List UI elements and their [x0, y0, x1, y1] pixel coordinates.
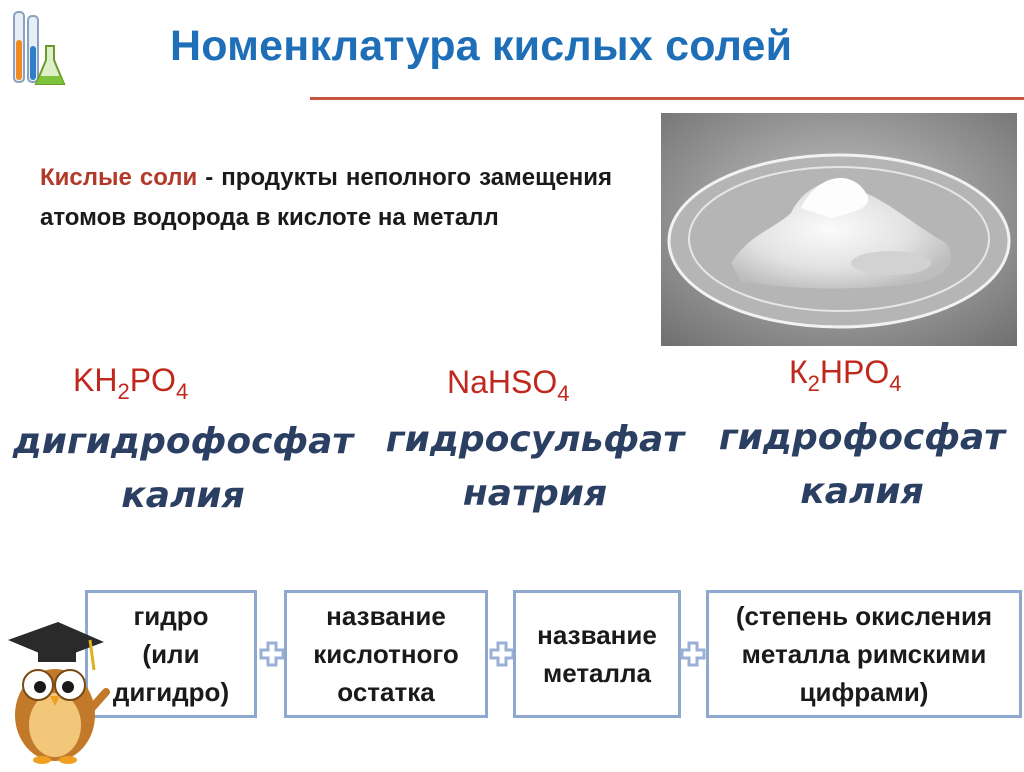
- salt-name-3: гидрофосфат калия: [718, 417, 1006, 512]
- formula-box-prefix: гидро (или дигидро): [85, 590, 257, 718]
- owl-mascot-icon: [0, 600, 110, 767]
- definition-body: - продукты неполного замещения атомов водорода в кислоте на металл: [40, 164, 612, 231]
- slide-title: Номенклатура кислых солей: [170, 22, 793, 70]
- salt-name-1: дигидрофосфат калия: [12, 421, 354, 516]
- formula-box-oxidation-state: (степень окисления металла римскими цифрами): [706, 590, 1022, 718]
- powder-photo: [661, 113, 1017, 346]
- plus-icon: [680, 641, 706, 667]
- salt-formula-3: $К_2HPO_4$: [789, 354, 902, 396]
- formula-box-metal: название металла: [513, 590, 681, 718]
- salt-formula-2: NaHSO$_4$: [447, 364, 570, 406]
- definition-term: Кислые соли: [40, 164, 198, 191]
- plus-icon: [489, 641, 515, 667]
- salt-formula-1: $KH_2PO_4$: [73, 362, 189, 404]
- plus-icon: [259, 641, 285, 667]
- title-underline: [310, 97, 1024, 100]
- salt-name-2: гидросульфат натрия: [385, 419, 685, 514]
- flask-logo-icon: [6, 6, 68, 96]
- definition-text: [40, 158, 612, 238]
- formula-box-acid-residue: название кислотного остатка: [284, 590, 488, 718]
